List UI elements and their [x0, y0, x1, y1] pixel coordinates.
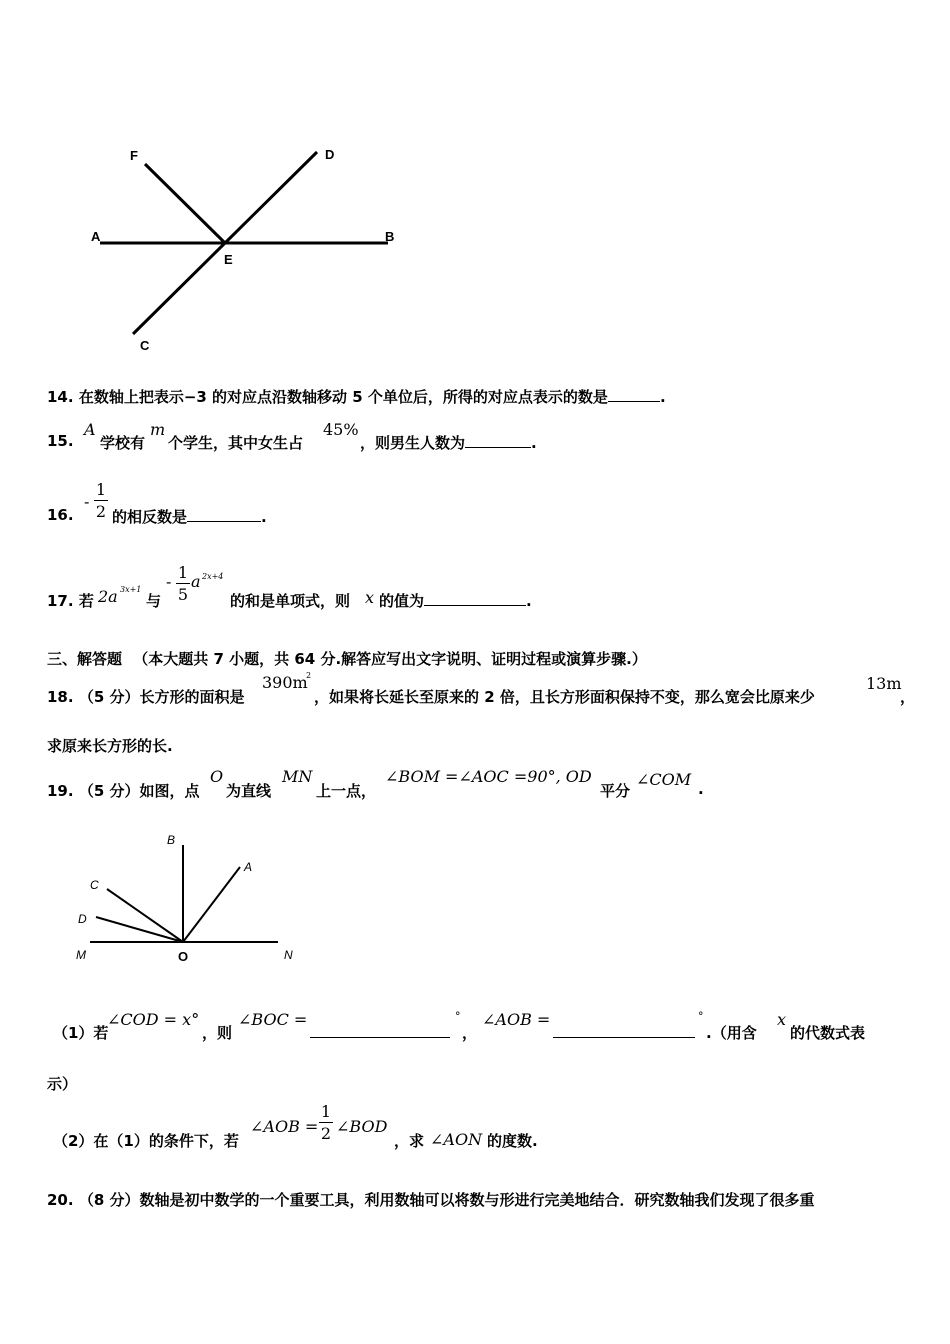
q19-end: . — [698, 780, 704, 798]
q15-var-a: A — [84, 420, 96, 439]
q14-end: . — [659, 388, 666, 406]
q19-1-text-2: .（用含 — [706, 1024, 757, 1042]
q19-2-text-1: （2）在（1）的条件下，若 — [53, 1132, 239, 1150]
q15-var-m: m — [150, 420, 166, 439]
q19-text-4: 平分 — [600, 782, 631, 800]
q19-number: 19. — [47, 782, 74, 800]
q19-1-var-x: x — [777, 1010, 787, 1029]
line-ed — [225, 152, 317, 243]
q19-2-text-3: 的度数. — [487, 1132, 538, 1150]
q19-2-fraction-bar — [319, 1122, 333, 1123]
section-3-title: 三、解答题 — [47, 650, 123, 668]
q16-fraction — [94, 480, 108, 521]
line-ec — [133, 243, 225, 334]
label-b: B — [385, 229, 395, 244]
q18-text-1: 长方形的面积是 — [139, 688, 245, 706]
q18-line-2: 求原来长方形的长. — [47, 737, 173, 755]
q16-denominator: 2 — [95, 502, 107, 521]
q19-2-angle-aon: ∠AON — [430, 1130, 483, 1149]
label-a: A — [244, 860, 253, 874]
question-17 — [47, 590, 94, 611]
q19-1-text-1: ，则 — [202, 1024, 233, 1042]
q16-minus: - — [84, 492, 90, 511]
label-a: A — [91, 229, 101, 244]
q17-answer-blank[interactable] — [424, 591, 526, 606]
label-b: B — [167, 833, 176, 847]
q19-1-angle-cod: ∠COD = x° — [107, 1010, 200, 1029]
q17-var-a: a — [191, 572, 201, 591]
q17-text-4 — [379, 590, 532, 611]
q15-answer-blank[interactable] — [465, 433, 531, 448]
q15-text-3 — [360, 432, 537, 453]
q19-2-denominator: 2 — [320, 1124, 332, 1143]
label-d: D — [78, 912, 87, 926]
question-18 — [47, 686, 245, 707]
q15-text-3-label: ，则男生人数为 — [360, 434, 466, 452]
q17-number: 17. — [47, 592, 74, 610]
label-n: N — [284, 948, 293, 962]
q19-1-angle-boc: ∠BOC = — [238, 1010, 308, 1029]
q17-denominator: 5 — [177, 585, 189, 604]
q15-percent: 45% — [323, 420, 359, 439]
label-c: C — [140, 338, 150, 353]
q17-numerator: 1 — [177, 563, 189, 582]
q19-1-degree-2: ° — [698, 1010, 704, 1023]
ray-od — [96, 917, 183, 942]
q17-text-3: 的和是单项式，则 — [230, 592, 351, 610]
q19-1-prefix: （1）若 — [53, 1024, 109, 1042]
q20-score: （8 分） — [78, 1191, 140, 1209]
q17-fraction — [176, 563, 190, 604]
q19-condition: ∠BOM =∠AOC =90°, OD — [385, 767, 592, 786]
label-e: E — [224, 252, 233, 267]
q19-2-lhs: ∠AOB = — [250, 1117, 319, 1136]
q18-number: 18. — [47, 688, 74, 706]
section-3-note: （本大题共 7 小题，共 64 分.解答应写出文字说明、证明过程或演算步骤.） — [133, 650, 647, 668]
q19-angle-com: ∠COM — [636, 770, 692, 789]
q15-text-1: 学校有 — [100, 434, 146, 452]
q19-2-text-2: ，求 — [394, 1132, 425, 1150]
q17-text-4-label: 的值为 — [379, 592, 425, 610]
q14-text: 在数轴上把表示−3 的对应点沿数轴移动 5 个单位后，所得的对应点表示的数是 — [78, 388, 608, 406]
question-16 — [47, 506, 74, 524]
question-15 — [47, 432, 74, 450]
q20-text: 数轴是初中数学的一个重要工具，利用数轴可以将数与形进行完美地结合．研究数轴我们发现了很多重 — [139, 1191, 815, 1209]
q19-1-boc-blank[interactable] — [310, 1023, 450, 1038]
q17-text-2: 与 — [146, 592, 162, 610]
q14-answer-blank[interactable] — [608, 387, 660, 402]
q18-area-exponent: 2 — [306, 671, 312, 680]
q18-length: 13m — [866, 674, 902, 693]
q17-text-1: 若 — [78, 592, 94, 610]
label-d: D — [325, 147, 335, 162]
figure-angle-lines — [85, 140, 405, 355]
label-o: O — [178, 949, 189, 964]
section-3-heading — [47, 648, 647, 669]
q15-number: 15. — [47, 432, 74, 450]
q16-fraction-bar — [94, 500, 108, 501]
q14-number: 14. — [47, 388, 74, 406]
ray-oc — [107, 889, 183, 942]
q19-1-angle-aob: ∠AOB = — [482, 1010, 551, 1029]
label-f: F — [130, 148, 138, 163]
line-fe — [145, 164, 225, 243]
q19-text-1: 如图，点 — [139, 782, 200, 800]
q19-line-mn: MN — [282, 767, 313, 786]
q15-text-2: 个学生，其中女生占 — [168, 434, 304, 452]
q19-1-line-2: 示） — [47, 1075, 78, 1093]
q16-text — [112, 506, 267, 527]
q16-text-label: 的相反数是 — [112, 508, 188, 526]
q18-area: 390m — [262, 673, 308, 692]
q20-number: 20. — [47, 1191, 74, 1209]
q16-numerator: 1 — [95, 480, 107, 499]
label-m: M — [76, 948, 86, 962]
question-14 — [47, 386, 666, 407]
q17-end: . — [526, 592, 532, 610]
question-19 — [47, 780, 200, 801]
ray-oa — [183, 867, 240, 942]
q17-var-x: x — [365, 588, 375, 607]
q17-term-1: 2a — [98, 587, 118, 606]
q19-1-comma: ， — [462, 1024, 478, 1042]
q18-text-3: ， — [900, 688, 916, 706]
question-20 — [47, 1189, 815, 1210]
q19-1-aob-blank[interactable] — [553, 1023, 695, 1038]
q17-minus: - — [166, 572, 172, 591]
q17-exponent-2: 2x+4 — [202, 572, 224, 581]
q19-2-rhs: ∠BOD — [336, 1117, 388, 1136]
q19-2-fraction — [319, 1102, 333, 1143]
q16-answer-blank[interactable] — [187, 507, 261, 522]
q18-text-2: ，如果将长延长至原来的 2 倍，且长方形面积保持不变，那么宽会比原来少 — [314, 688, 815, 706]
q17-fraction-bar — [176, 583, 190, 584]
figure-angle-rays — [70, 825, 310, 970]
q19-1-degree-1: ° — [455, 1010, 461, 1023]
q16-end: . — [261, 508, 267, 526]
q16-number: 16. — [47, 506, 74, 524]
q19-point-o: O — [210, 767, 224, 786]
q17-exponent-1: 3x+1 — [120, 585, 142, 594]
label-c: C — [90, 878, 99, 892]
q18-score: （5 分） — [78, 688, 140, 706]
q19-score: （5 分） — [78, 782, 140, 800]
q15-end: . — [531, 434, 537, 452]
q19-1-text-3: 的代数式表 — [790, 1024, 866, 1042]
q19-2-numerator: 1 — [320, 1102, 332, 1121]
q19-text-3: 上一点， — [316, 782, 377, 800]
q19-text-2: 为直线 — [226, 782, 272, 800]
